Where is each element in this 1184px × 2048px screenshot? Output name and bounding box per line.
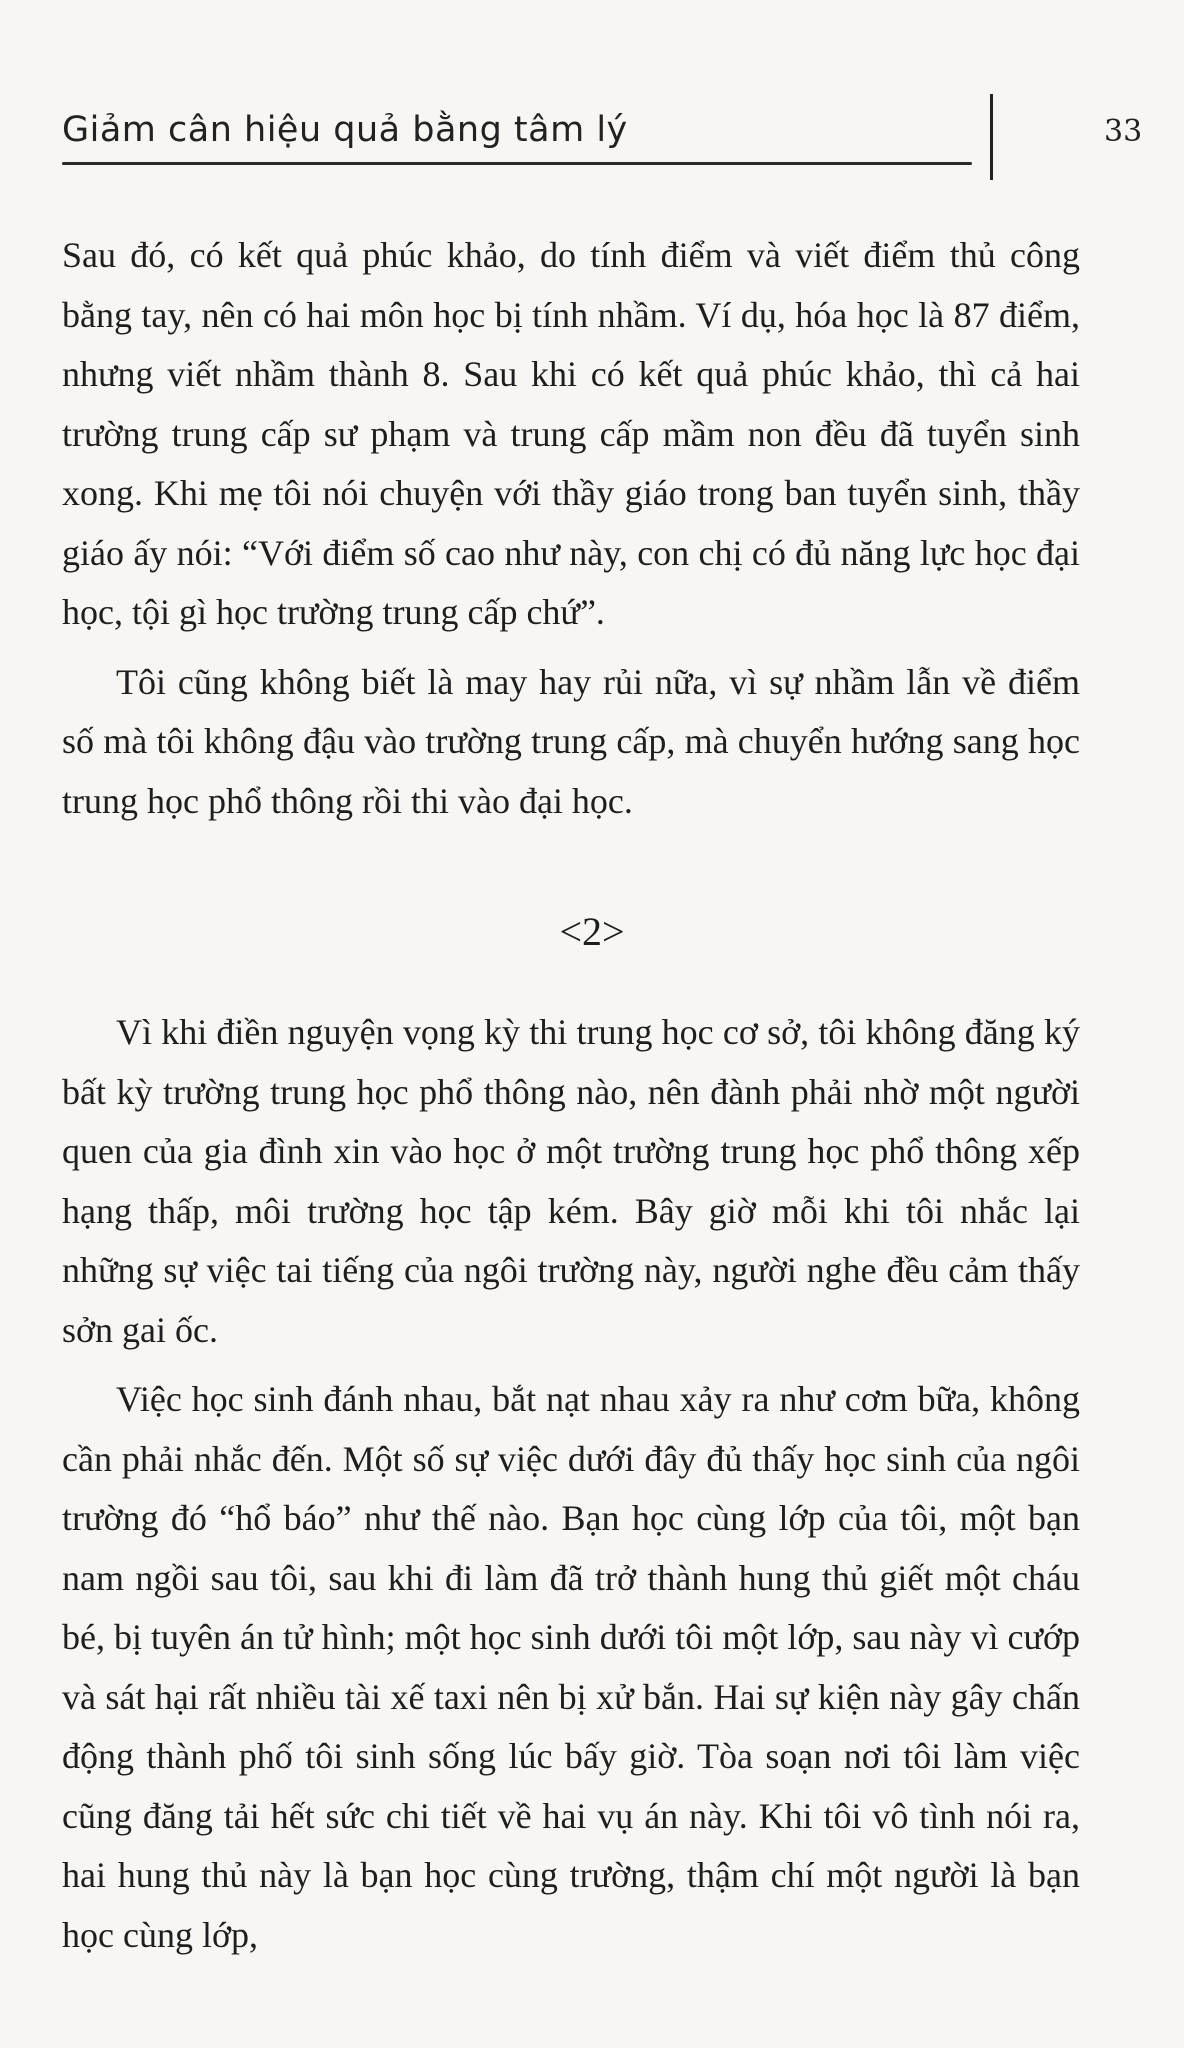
section-two bbox=[62, 1003, 1080, 1965]
header-divider bbox=[990, 94, 993, 180]
page-number: 33 bbox=[1104, 114, 1143, 149]
running-title: Giảm cân hiệu quả bằng tâm lý bbox=[62, 110, 628, 150]
paragraph: Sau đó, có kết quả phúc khảo, do tính điểm và viết điểm thủ công bằng tay, nên có hai môn học bị tính nhầm. Ví dụ, hóa học là 87 điểm, nhưng viết nhầm thành 8. Sau khi có kết quả phúc khảo, thì cả hai trường trung cấp sư phạm và trung cấp mầm non đều đã tuyển sinh xong. Khi mẹ tôi nói chuyện với thầy giáo trong ban tuyển sinh, thầy giáo ấy nói: “Với điểm số cao như này, con chị có đủ năng lực học đại học, tội gì học trường trung cấp chứ”. bbox=[62, 235, 1080, 632]
page-header bbox=[62, 100, 1143, 180]
header-underline bbox=[62, 162, 972, 165]
section-one bbox=[62, 226, 1080, 831]
paragraph: Tôi cũng không biết là may hay rủi nữa, vì sự nhầm lẫn về điểm số mà tôi không đậu vào trường trung cấp, mà chuyển hướng sang học trung học phổ thông rồi thi vào đại học. bbox=[62, 661, 1080, 821]
paragraph: Vì khi điền nguyện vọng kỳ thi trung học cơ sở, tôi không đăng ký bất kỳ trường trung học phổ thông nào, nên đành phải nhờ một người quen của gia đình xin vào học ở một trường trung học phổ thông xếp hạng thấp, môi trường học tập kém. Bây giờ mỗi khi tôi nhắc lại những sự việc tai tiếng của ngôi trường này, người nghe đều cảm thấy sởn gai ốc. bbox=[62, 1012, 1080, 1350]
paragraph: Việc học sinh đánh nhau, bắt nạt nhau xảy ra như cơm bữa, không cần phải nhắc đến. Một số sự việc dưới đây đủ thấy học sinh của ngôi trường đó “hổ báo” như thế nào. Bạn học cùng lớp của tôi, một bạn nam ngồi sau tôi, sau khi đi làm đã trở thành hung thủ giết một cháu bé, bị tuyên án tử hình; một học sinh dưới tôi một lớp, sau này vì cướp và sát hại rất nhiều tài xế taxi nên bị xử bắn. Hai sự kiện này gây chấn động thành phố tôi sinh sống lúc bấy giờ. Tòa soạn nơi tôi làm việc cũng đăng tải hết sức chi tiết về hai vụ án này. Khi tôi vô tình nói ra, hai hung thủ này là bạn học cùng trường, thậm chí một người là bạn học cùng lớp, bbox=[62, 1379, 1080, 1955]
section-marker: <2> bbox=[559, 909, 625, 954]
